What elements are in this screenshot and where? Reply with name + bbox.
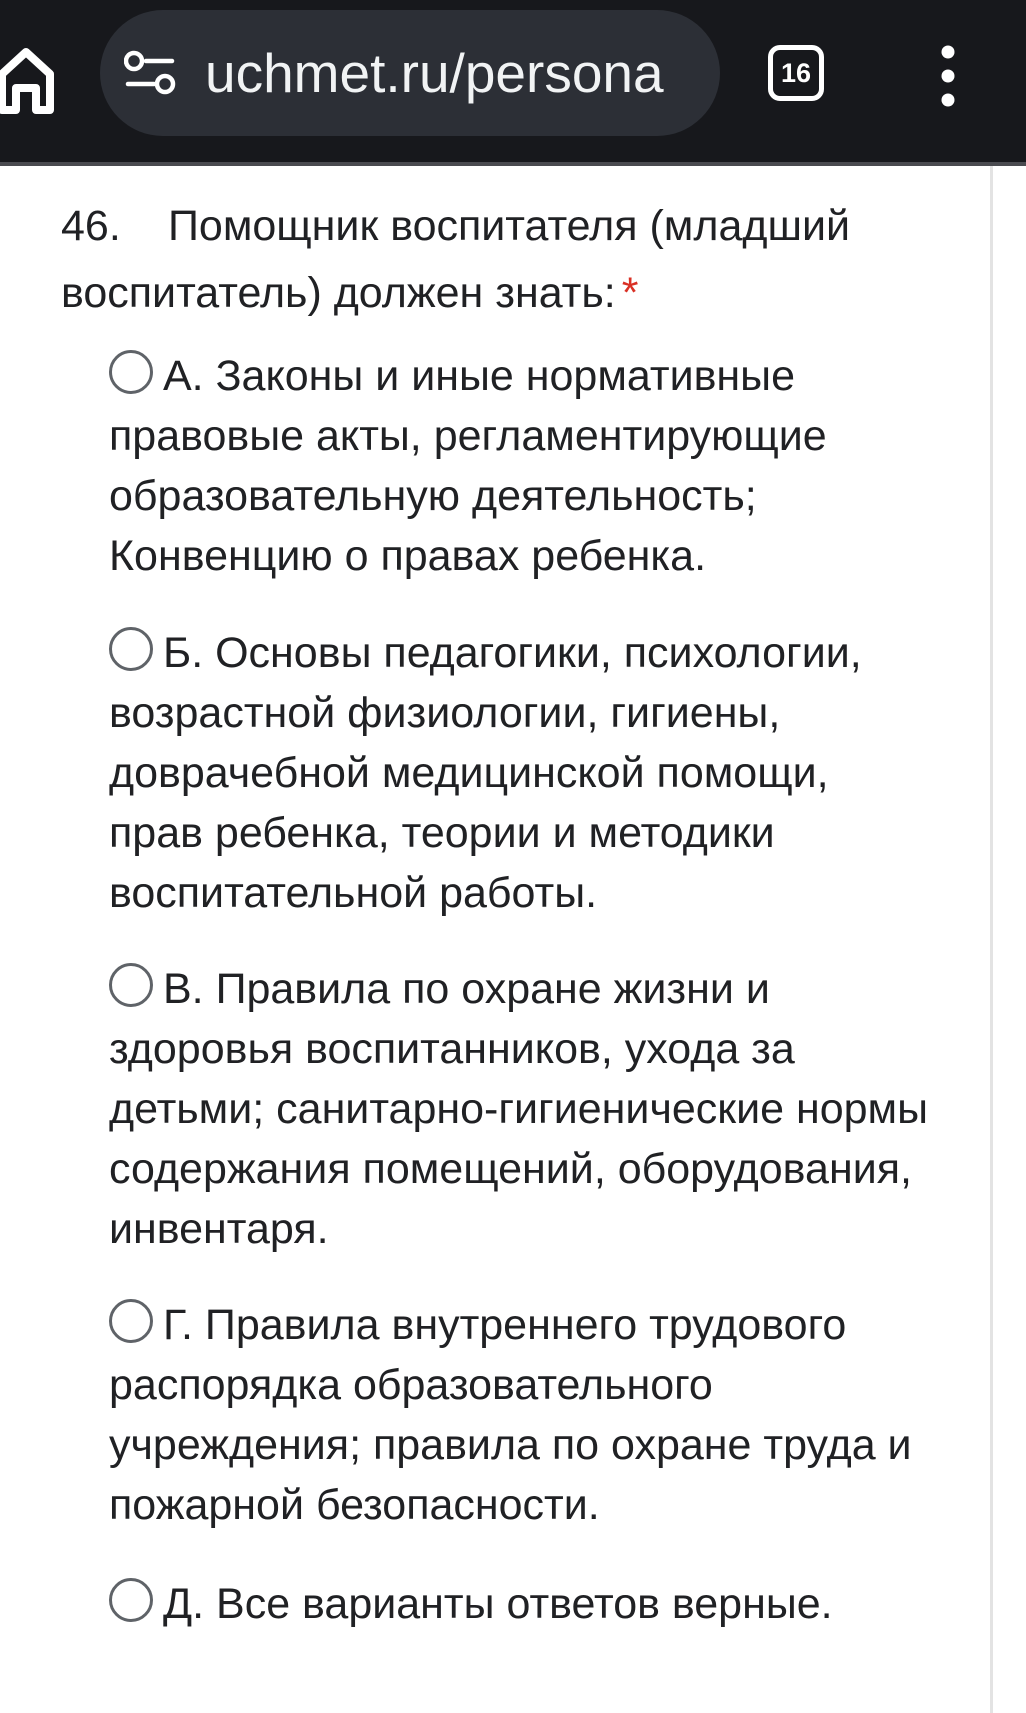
more-vertical-icon[interactable] bbox=[930, 42, 966, 110]
option-label: Д. Все варианты ответов верные. bbox=[163, 1580, 833, 1628]
radio-option-b[interactable] bbox=[109, 623, 929, 923]
required-asterisk: * bbox=[621, 269, 639, 317]
option-label: Г. Правила внутреннего трудового распорядка образовательного учреждения; правила по охране труда и пожарной безопасности. bbox=[109, 1301, 912, 1529]
option-label: Б. Основы педагогики, психологии, возрастной физиологии, гигиены, доврачебной медицинской помощи, прав ребенка, теории и методики воспитательной работы. bbox=[109, 629, 862, 917]
form-card-border bbox=[990, 166, 993, 1713]
toolbar-divider bbox=[0, 162, 1026, 166]
site-settings-icon[interactable] bbox=[124, 50, 176, 96]
url-text[interactable]: uchmet.ru/persona bbox=[205, 42, 664, 104]
home-button[interactable] bbox=[0, 36, 54, 116]
radio-button[interactable] bbox=[109, 1299, 153, 1343]
radio-option-d[interactable] bbox=[109, 1295, 929, 1535]
radio-option-a[interactable] bbox=[109, 346, 929, 586]
tab-switcher-button[interactable]: 16 bbox=[768, 45, 824, 101]
radio-option-c[interactable] bbox=[109, 959, 929, 1259]
question-title bbox=[61, 193, 941, 327]
question-number: 46. bbox=[61, 202, 121, 250]
browser-toolbar bbox=[0, 0, 1026, 162]
radio-button[interactable] bbox=[109, 627, 153, 671]
radio-option-e[interactable] bbox=[109, 1574, 929, 1634]
radio-button[interactable] bbox=[109, 963, 153, 1007]
radio-button[interactable] bbox=[109, 350, 153, 394]
radio-button[interactable] bbox=[109, 1578, 153, 1622]
question-text: Помощник воспитателя (младший воспитатель) должен знать: bbox=[61, 202, 850, 317]
option-label: В. Правила по охране жизни и здоровья воспитанников, ухода за детьми; санитарно-гигиенические нормы содержания помещений, оборудования, инвентаря. bbox=[109, 965, 928, 1253]
home-icon bbox=[0, 36, 54, 116]
option-label: А. Законы и иные нормативные правовые акты, регламентирующие образовательную деятельность; Конвенцию о правах ребенка. bbox=[109, 352, 827, 580]
